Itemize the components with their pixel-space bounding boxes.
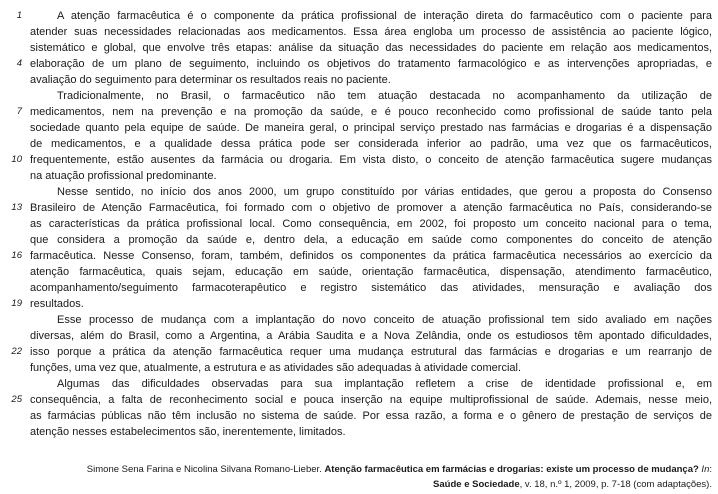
- citation-line-1: [70, 462, 712, 477]
- line-text: funções, uma vez que, atualmente, a estrutura e as atividades são adequadas à atividade comercial.: [30, 362, 522, 374]
- line-number: 1: [16, 10, 22, 21]
- text-line: [30, 72, 712, 88]
- line-text: resultados.: [30, 298, 84, 310]
- citation-in: In: [698, 464, 710, 475]
- line-text: sistemático e global, que envolve três etapas: análise da situação das necessidades do paciente em relação aos medicamentos,: [30, 42, 712, 54]
- citation-title: Atenção farmacêutica em farmácias e drogarias: existe um processo de mudança?: [324, 464, 699, 475]
- line-text: sociedade quanto pela equipe de saúde. De maneira geral, o principal serviço prestado nas farmácias e drogarias é a dispensação: [30, 122, 712, 134]
- line-number: 19: [11, 298, 22, 309]
- text-line: [11, 200, 712, 216]
- text-line: [11, 296, 712, 312]
- line-text: frequentemente, estão ausentes da farmácia ou drogaria. Em vista disto, o conceito de atenção farmacêutica sugere mudanças: [30, 154, 712, 166]
- line-text: que considera a promoção da saúde e, dentro dela, a educação em saúde como componentes do conceito de atenção: [30, 234, 712, 246]
- text-line: [30, 312, 712, 328]
- text-line: [30, 232, 712, 248]
- text-line: [30, 264, 712, 280]
- citation-line-2: [70, 477, 712, 492]
- text-line: [16, 104, 712, 120]
- text-line: [16, 56, 712, 72]
- line-text: as características da prática profissional local. Como consequência, em 2002, foi proposto um conceito nacional para o tema,: [30, 218, 712, 230]
- line-text: isso porque a prática da atenção farmacêutica requer uma mudança estrutural das farmácias e drogarias e um rearranjo de: [30, 346, 712, 358]
- citation-authors: Simone Sena Farina e Nicolina Silvana Romano-Lieber.: [86, 464, 325, 475]
- text-line: [11, 152, 712, 168]
- line-text: A atenção farmacêutica é o componente da prática profissional de interação direta do farmacêutico com o paciente para: [57, 10, 712, 22]
- text-line: [11, 248, 712, 264]
- line-text: consequência, a falta de reconhecimento social e pouca inserção na equipe multiprofissional de saúde. Ademais, nesse meio,: [30, 394, 712, 406]
- text-line: [30, 360, 712, 376]
- line-text: Esse processo de mudança com a implantação do novo conceito de atuação profissional tem sido avaliado em nações: [57, 314, 712, 326]
- text-line: [30, 88, 712, 104]
- line-text: na atuação profissional predominante.: [30, 170, 217, 182]
- text-line: [30, 24, 712, 40]
- line-text: avaliação do seguimento para determinar os resultados reais no paciente.: [30, 74, 391, 86]
- citation-volume-info: , v. 18, n.º 1, 2009, p. 7-18 (com adaptações).: [519, 479, 712, 490]
- line-text: elaboração de um plano de seguimento, incluindo os objetivos do tratamento farmacológico e as intervenções apropriadas, e: [30, 58, 712, 70]
- line-text: Brasileiro de Atenção Farmacêutica, foi formado com o objetivo de promover a atenção farmacêutica no País, considerando-se: [30, 202, 712, 214]
- text-line: [30, 328, 712, 344]
- text-line: [16, 8, 712, 24]
- line-number: 4: [16, 58, 22, 69]
- line-text: atenção farmacêutica, quais sejam, educação em saúde, orientação farmacêutica, dispensação, atendimento farmacêutico,: [30, 266, 712, 278]
- line-text: diversas, além do Brasil, como a Argentina, a Arábia Saudita e a Nova Zelândia, onde os estudiosos têm apontado dificuldades,: [30, 330, 712, 342]
- line-number: 10: [11, 154, 22, 165]
- line-number: 7: [16, 106, 22, 117]
- citation: [0, 462, 718, 492]
- text-line: [30, 216, 712, 232]
- text-line: [30, 408, 712, 424]
- text-line: [11, 392, 712, 408]
- citation-colon: :: [709, 464, 712, 475]
- line-text: acompanhamento/seguimento farmacoterapêutico e registro sistemático das atividades, mensuração e avaliação dos: [30, 282, 712, 294]
- citation-journal: Saúde e Sociedade: [433, 479, 520, 490]
- line-text: Algumas das dificuldades observadas para sua implantação refletem a crise de identidade profissional e, em: [57, 378, 712, 390]
- line-text: as farmácias públicas não têm inclusão no sistema de saúde. Por essa razão, a forma e o gênero de prestação de serviços de: [30, 410, 712, 422]
- line-number: 25: [11, 394, 22, 405]
- text-line: [30, 280, 712, 296]
- text-line: [30, 120, 712, 136]
- text-line: [30, 184, 712, 200]
- text-line: [11, 344, 712, 360]
- line-text: farmacêutica. Nesse Consenso, foram, também, definidos os componentes da prática farmacêutica necessários ao exercício da: [30, 250, 712, 262]
- line-text: atender suas necessidades relacionadas aos medicamentos. Essa área engloba um processo de assistência ao paciente lógico,: [30, 26, 712, 38]
- text-line: [30, 424, 712, 440]
- line-number: 22: [11, 346, 22, 357]
- line-text: atenção nesses estabelecimentos são, inerentemente, limitados.: [30, 426, 346, 438]
- line-text: Tradicionalmente, no Brasil, o farmacêutico não tem atuação destacada no acompanhamento da utilização de: [57, 90, 712, 102]
- line-number: 16: [11, 250, 22, 261]
- text-line: [30, 40, 712, 56]
- line-text: Nesse sentido, no início dos anos 2000, um grupo constituído por várias entidades, que gerou a proposta do Consenso: [57, 186, 712, 198]
- line-number: 13: [11, 202, 22, 213]
- text-line: [30, 376, 712, 392]
- line-text: de medicamentos, e a qualidade dessa prática pode ser considerada inferior ao padrão, uma vez que os farmacêuticos,: [30, 138, 712, 150]
- text-line: [30, 136, 712, 152]
- line-text: medicamentos, nem na prevenção e na promoção da saúde, e é pouco reconhecido como profissional de saúde tanto pela: [30, 106, 712, 118]
- text-line: [30, 168, 712, 184]
